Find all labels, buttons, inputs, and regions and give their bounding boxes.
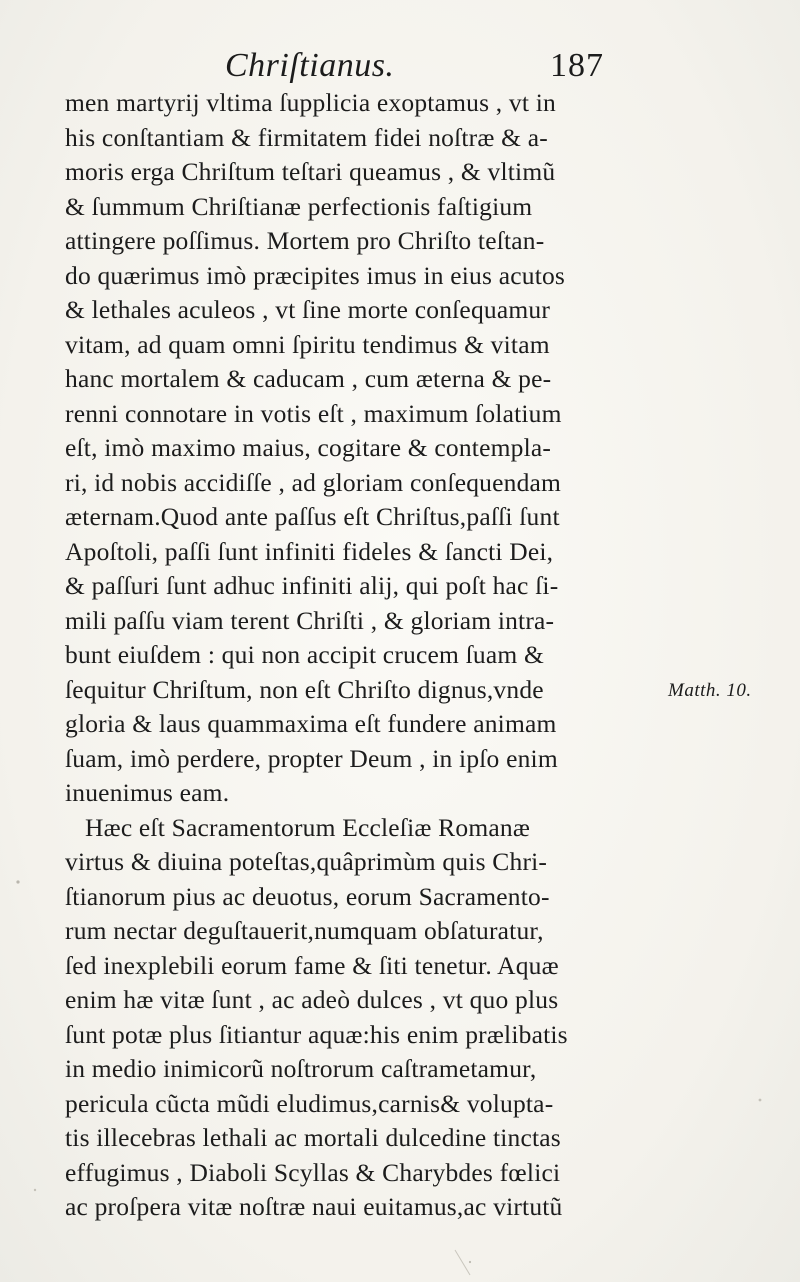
text-line: enim hæ vitæ ſunt , ac adeò dulces , vt quo plus bbox=[65, 985, 559, 1014]
text-line: & lethales aculeos , vt ſine morte conſequamur bbox=[65, 295, 551, 324]
text-line: vitam, ad quam omni ſpiritu tendimus & vitam bbox=[65, 329, 550, 359]
text-line: bunt eiuſdem : qui non accipit crucem ſuam & bbox=[65, 640, 545, 669]
text-line: mili paſſu viam terent Chriſti , & gloriam intra- bbox=[65, 605, 555, 635]
page-number: 187 bbox=[550, 47, 604, 84]
text-line: moris erga Chriſtum teſtari queamus , & vltimũ bbox=[65, 157, 556, 186]
text-line: hanc mortalem & caducam , cum æterna & pe- bbox=[65, 364, 552, 393]
text-line: gloria & laus quammaxima eſt fundere animam bbox=[65, 709, 557, 738]
text-line: effugimus , Diaboli Scyllas & Charybdes fœlici bbox=[65, 1157, 561, 1187]
text-line: & paſſuri ſunt adhuc infiniti alij, qui poſt hac ſi- bbox=[65, 571, 559, 600]
text-line: tis illecebras lethali ac mortali dulcedine tinctas bbox=[65, 1123, 561, 1152]
text-line: men martyrij vltima ſupplicia exoptamus , vt in bbox=[65, 88, 556, 117]
text-line: Apoſtoli, paſſi ſunt infiniti fideles & ſancti Dei, bbox=[65, 536, 554, 566]
text-line: ſuam, imò perdere, propter Deum , in ipſo enim bbox=[65, 743, 558, 773]
text-line: ac proſpera vitæ noſtræ naui euitamus,ac virtutũ bbox=[65, 1192, 563, 1221]
text-line: inuenimus eam. bbox=[65, 778, 230, 807]
text-line: attingere poſſimus. Mortem pro Chriſto teſtan- bbox=[65, 226, 545, 255]
margin-note: Matth. 10. bbox=[668, 680, 752, 701]
text-line: æternam.Quod ante paſſus eſt Chriſtus,paſſi ſunt bbox=[65, 502, 560, 531]
text-line: rum nectar deguſtauerit,numquam obſaturatur, bbox=[65, 916, 544, 945]
text-line: pericula cũcta mũdi eludimus,carnis& volupta- bbox=[65, 1088, 554, 1118]
text-line: eſt, imò maximo maius, cogitare & contempla- bbox=[65, 433, 552, 462]
text-line: & ſummum Chriſtianæ perfectionis faſtigium bbox=[65, 191, 533, 221]
text-line: renni connotare in votis eſt , maximum ſolatium bbox=[65, 398, 562, 428]
text-line: do quærimus imò præcipites imus in eius acutos bbox=[65, 260, 566, 290]
text-line: virtus & diuina poteſtas,quâprimùm quis Chri- bbox=[65, 847, 548, 876]
text-line: ſequitur Chriſtum, non eſt Chriſto dignus,vnde bbox=[65, 674, 544, 704]
text-line: ri, id nobis accidiſſe , ad gloriam conſequendam bbox=[65, 467, 562, 497]
text-line: ſed inexplebili eorum fame & ſiti tenetur. Aquæ bbox=[65, 950, 559, 980]
text-line: in medio inimicorũ noſtrorum caſtrametamur, bbox=[65, 1054, 537, 1083]
text-line: Hæc eſt Sacramentorum Eccleſiæ Romanæ bbox=[85, 812, 531, 842]
text-line: ſunt potæ plus ſitiantur aquæ:his enim prælibatis bbox=[65, 1019, 568, 1049]
text-line: ſtianorum pius ac deuotus, eorum Sacramento- bbox=[65, 881, 550, 911]
text-line: his conſtantiam & firmitatem fidei noſtræ & a- bbox=[65, 122, 548, 152]
running-title: Chriſtianus. bbox=[225, 47, 395, 84]
